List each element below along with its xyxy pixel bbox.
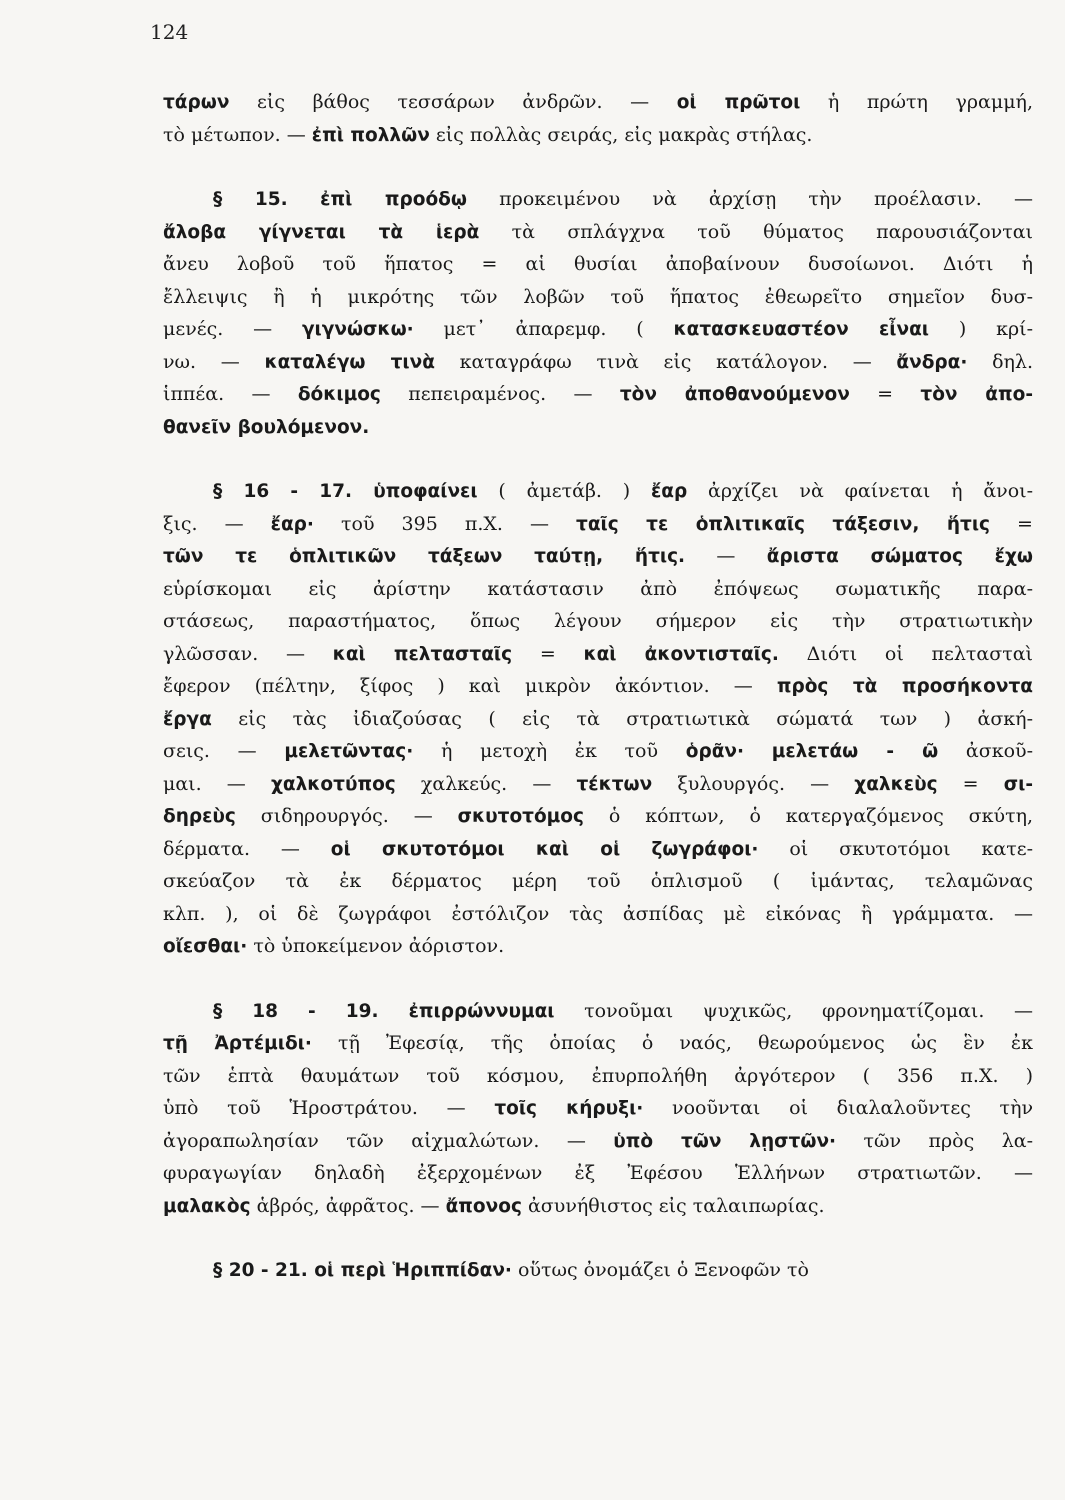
text-line: [163, 1190, 1033, 1223]
text-segment: τονοῦμαι ψυχικῶς, φρονηματίζομαι. —: [554, 999, 1033, 1022]
text-segment: τὸ ὑποκείμενον ἀόριστον.: [247, 935, 505, 957]
page-number: 124: [150, 20, 189, 44]
text-segment: στάσεως, παραστήματος, ὅπως λέγουν σήμερον εἰς τὴν στρατιωτικὴν: [163, 610, 1033, 632]
text-line: [163, 605, 1033, 638]
text-segment: ξυλουργός. —: [652, 772, 855, 795]
bold-term: ἄπονος: [445, 1195, 522, 1217]
text-segment: εἰς τὰς ἰδιαζούσας ( εἰς τὰ στρατιωτικὰ σώματά των ) ἀσκή-: [211, 707, 1033, 730]
text-line: [163, 995, 1033, 1028]
text-segment: μετ᾽ ἀπαρεμφ. (: [413, 318, 674, 340]
text-line: [163, 1027, 1033, 1060]
bold-term: οἱ σκυτοτόμοι καὶ οἱ ζωγράφοι·: [330, 838, 759, 860]
text-segment: οὕτως ὀνομάζει ὁ Ξενοφῶν τὸ: [511, 1259, 809, 1281]
text-segment: σιδηρουργός. —: [235, 805, 458, 827]
text-segment: [744, 740, 772, 762]
bold-term: σκυτοτόμος: [457, 806, 584, 827]
text-line: [163, 248, 1033, 281]
text-line: [163, 1060, 1033, 1093]
text-segment: ἡ μετοχὴ ἐκ τοῦ: [413, 740, 686, 762]
text-line: [163, 119, 1033, 152]
paragraph-gap: [163, 1222, 1033, 1254]
text-line: [163, 86, 1033, 119]
bold-term: τῶν τε ὁπλιτικῶν τάξεων ταύτῃ, ἥτις.: [163, 546, 686, 567]
text-segment: νοοῦνται οἱ διαλαλοῦντες τὴν: [643, 1097, 1033, 1119]
text-segment: ὁ κόπτων, ὁ κατεργαζόμενος σκύτη,: [583, 805, 1033, 827]
bold-term: τοῖς κήρυξι·: [494, 1098, 644, 1119]
bold-term: τάρων: [163, 92, 230, 113]
text-line: [163, 1092, 1033, 1125]
text-segment: ἱππέα. —: [163, 383, 298, 405]
bold-term: ἄλοβα γίγνεται τὰ ἱερὰ: [163, 221, 480, 243]
bold-term: οἱ πρῶτοι: [676, 92, 801, 113]
bold-term: καὶ πελτασταῖς: [332, 643, 513, 665]
text-line: [163, 216, 1033, 249]
bold-term: πρὸς τὰ προσήκοντα: [776, 676, 1033, 697]
bold-term: τὸν ἀποθανούμενον: [619, 384, 850, 405]
bold-term: θανεῖν βουλόμενον.: [163, 416, 370, 438]
bold-term: § 15. ἐπὶ προόδῳ: [213, 189, 467, 210]
text-segment: τῶν ἑπτὰ θαυμάτων τοῦ κόσμου, ἐπυρπολήθη ἀργότερον ( 356 π.Χ. ): [163, 1064, 1033, 1087]
text-segment: ) κρί-: [929, 318, 1033, 340]
text-line: [163, 411, 1033, 444]
bold-term: γιγνώσκω·: [301, 319, 414, 340]
text-segment: τῶν πρὸς λα-: [836, 1129, 1033, 1152]
text-segment: Διότι οἱ πελτασταὶ: [778, 642, 1033, 665]
text-line: [163, 833, 1033, 866]
bold-term: τῇ Ἀρτέμιδι·: [163, 1033, 312, 1054]
bold-term: οἴεσθαι·: [163, 936, 248, 957]
text-line: [163, 1125, 1033, 1158]
bold-term: κατασκευαστέον εἶναι: [673, 319, 929, 340]
commentary-text: [163, 86, 1033, 1287]
text-segment: μενές. —: [163, 318, 302, 340]
text-segment: τὰ σπλάγχνα τοῦ θύματος παρουσιάζονται: [479, 220, 1033, 243]
text-segment: ἀσκοῦ-: [938, 740, 1033, 762]
text-segment: τὸ μέτωπον. —: [163, 123, 312, 146]
bold-term: τὸν ἀπο-: [920, 384, 1033, 405]
bold-term: ὑπὸ τῶν λῃστῶν·: [613, 1130, 837, 1152]
text-segment: ξις. —: [163, 512, 271, 535]
text-line: [163, 378, 1033, 411]
text-segment: ἀσυνήθιστος εἰς ταλαιπωρίας.: [521, 1194, 825, 1217]
text-line: [163, 670, 1033, 703]
bold-term: καὶ ἀκοντισταῖς.: [583, 643, 779, 665]
bold-term: ὁρᾶν·: [685, 741, 745, 762]
text-line: [163, 1254, 1033, 1287]
bold-term: ἔαρ: [650, 481, 688, 502]
bold-term: § 20 - 21. οἱ περὶ Ἡριππίδαν·: [213, 1260, 512, 1281]
text-segment: ὑπὸ τοῦ Ἡροστράτου. —: [163, 1097, 495, 1119]
text-segment: —: [685, 545, 767, 567]
text-segment: μαι. —: [163, 772, 271, 795]
text-segment: τῇ Ἐφεσίᾳ, τῆς ὁποίας ὁ ναός, θεωρούμενος ὡς ἓν ἐκ: [311, 1032, 1033, 1054]
bold-term: καταλέγω τινὰ: [264, 351, 435, 373]
bold-term: ταῖς τε ὁπλιτικαῖς τάξεσιν, ἥτις: [576, 513, 991, 535]
text-line: [163, 638, 1033, 671]
bold-term: τέκτων: [576, 773, 653, 795]
text-segment: =: [849, 383, 921, 405]
text-line: [163, 281, 1033, 314]
bold-term: ἄριστα σώματος ἔχω: [766, 546, 1033, 567]
text-line: [163, 313, 1033, 346]
text-segment: κλπ. ), οἱ δὲ ζωγράφοι ἐστόλιζον τὰς ἀσπίδας μὲ εἰκόνας ἢ γράμματα. —: [163, 902, 1033, 925]
text-segment: ἡ πρώτη γραμμή,: [800, 91, 1033, 113]
text-line: [163, 573, 1033, 606]
text-segment: ἀρχίζει νὰ φαίνεται ἡ ἄνοι-: [687, 480, 1033, 502]
text-line: [163, 540, 1033, 573]
bold-term: § 16 - 17. ὑποφαίνει: [213, 481, 478, 502]
text-line: [163, 508, 1033, 541]
text-segment: ἔφερον (πέλτην, ξίφος ) καὶ μικρὸν ἀκόντιον. —: [163, 675, 777, 697]
bold-term: χαλκεὺς: [854, 773, 938, 795]
text-segment: εἰς πολλὰς σειράς, εἰς μακρὰς στήλας.: [429, 123, 813, 146]
text-line: [163, 768, 1033, 801]
text-line: [163, 703, 1033, 736]
text-line: [163, 735, 1033, 768]
text-segment: =: [990, 512, 1033, 535]
bold-term: μελετάω - ῶ: [771, 741, 939, 762]
paragraph-gap: [163, 151, 1033, 183]
text-segment: σεις. —: [163, 740, 285, 762]
bold-term: μελετῶντας·: [284, 741, 414, 762]
text-segment: χαλκεύς. —: [395, 772, 577, 795]
text-line: [163, 930, 1033, 963]
text-segment: ἁβρός, ἀφρᾶτος. —: [250, 1194, 446, 1217]
text-segment: ( ἀμετάβ. ): [477, 480, 651, 502]
bold-term: ἄνδρα·: [896, 351, 968, 373]
text-segment: νω. —: [163, 350, 265, 373]
text-line: [163, 865, 1033, 898]
text-line: [163, 475, 1033, 508]
text-segment: προκειμένου νὰ ἀρχίσῃ τὴν προέλασιν. —: [466, 188, 1033, 210]
text-line: [163, 1157, 1033, 1190]
paragraph-gap: [163, 963, 1033, 995]
text-line: [163, 183, 1033, 216]
text-segment: γλῶσσαν. —: [163, 642, 333, 665]
text-line: [163, 346, 1033, 379]
bold-term: σι-: [1003, 773, 1033, 795]
text-segment: ἔλλειψις ἢ ἡ μικρότης τῶν λοβῶν τοῦ ἥπατος ἐθεωρεῖτο σημεῖον δυσ-: [163, 285, 1033, 308]
text-line: [163, 800, 1033, 833]
text-segment: σκεύαζον τὰ ἐκ δέρματος μέρη τοῦ ὁπλισμοῦ ( ἱμάντας, τελαμῶνας: [163, 870, 1033, 892]
text-segment: πεπειραμένος. —: [380, 383, 620, 405]
text-line: [163, 898, 1033, 931]
text-segment: ἄνευ λοβοῦ τοῦ ἥπατος = αἱ θυσίαι ἀποβαίνουν δυσοίωνοι. Διότι ἡ: [163, 253, 1033, 275]
text-segment: ἀγοραπωλησίαν τῶν αἰχμαλώτων. —: [163, 1129, 614, 1152]
paragraph-gap: [163, 443, 1033, 475]
bold-term: δόκιμος: [297, 384, 381, 405]
bold-term: ἔαρ·: [270, 513, 314, 535]
text-segment: δέρματα. —: [163, 837, 331, 860]
text-segment: φυραγωγίαν δηλαδὴ ἐξερχομένων ἐξ Ἐφέσου Ἑλλήνων στρατιωτῶν. —: [163, 1162, 1033, 1184]
text-segment: καταγράφω τινὰ εἰς κατάλογον. —: [434, 350, 897, 373]
bold-term: μαλακὸς: [163, 1195, 251, 1217]
text-segment: εἰς βάθος τεσσάρων ἀνδρῶν. —: [229, 91, 677, 113]
text-segment: =: [512, 642, 584, 665]
text-segment: δηλ.: [967, 350, 1033, 373]
text-segment: οἱ σκυτοτόμοι κατε-: [758, 837, 1033, 860]
bold-term: § 18 - 19. ἐπιρρώννυμαι: [213, 1000, 555, 1022]
text-segment: εὑρίσκομαι εἰς ἀρίστην κατάστασιν ἀπὸ ἐπόψεως σωματικῆς παρα-: [163, 577, 1033, 600]
text-segment: =: [937, 772, 1004, 795]
bold-term: χαλκοτύπος: [270, 773, 396, 795]
bold-term: δηρεὺς: [163, 806, 236, 827]
text-segment: τοῦ 395 π.Χ. —: [313, 512, 577, 535]
bold-term: ἔργα: [163, 708, 212, 730]
bold-term: ἐπὶ πολλῶν: [311, 124, 430, 146]
